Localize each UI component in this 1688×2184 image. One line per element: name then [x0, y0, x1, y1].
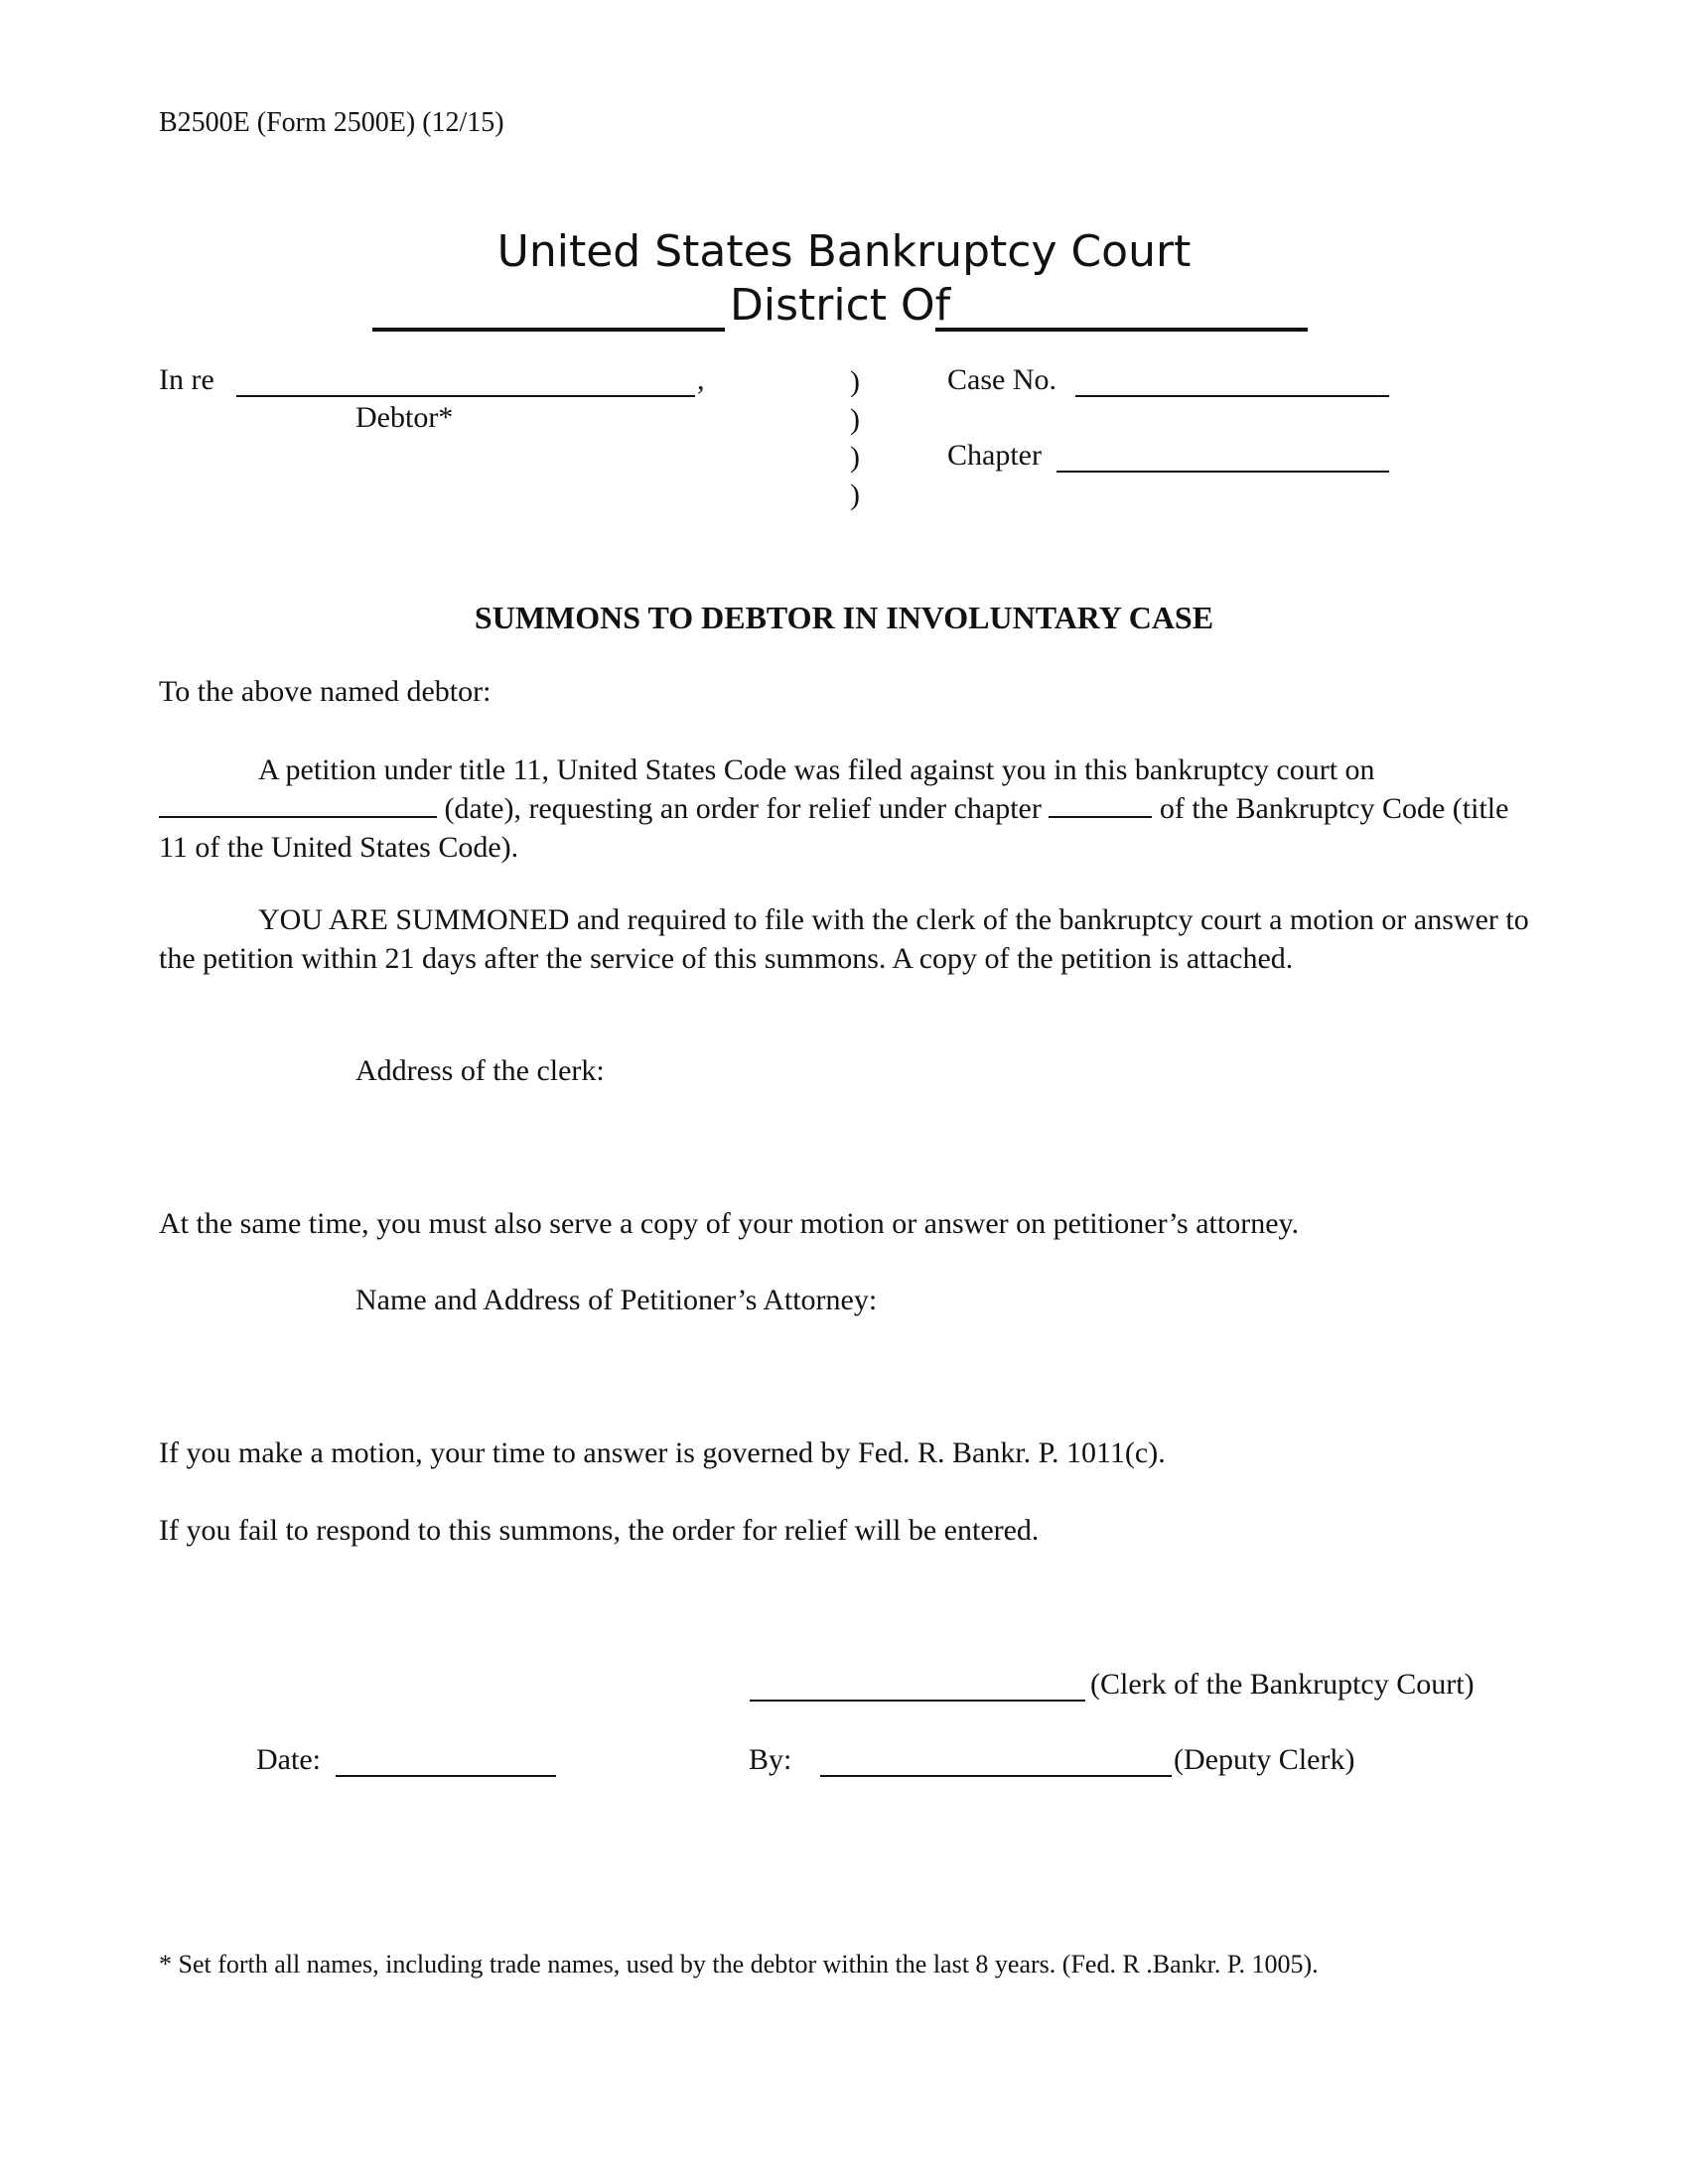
petition-chapter-blank[interactable]	[1049, 790, 1152, 818]
address-of-clerk-label: Address of the clerk:	[355, 1054, 605, 1087]
clerk-of-court-label: (Clerk of the Bankruptcy Court)	[1090, 1668, 1475, 1701]
district-name-blank-left[interactable]	[372, 328, 725, 332]
salutation: To the above named debtor:	[159, 675, 492, 708]
by-label: By:	[749, 1743, 792, 1776]
petition-tail-text: of the Bankruptcy Code (title 11 of the United States Code).	[159, 792, 1509, 864]
date-blank[interactable]	[336, 1775, 556, 1777]
caption-paren: )	[850, 365, 860, 398]
district-name-blank-right[interactable]	[935, 328, 1308, 332]
deputy-clerk-label: (Deputy Clerk)	[1174, 1743, 1355, 1776]
district-row	[0, 280, 1688, 340]
debtor-label: Debtor*	[355, 401, 454, 434]
chapter-blank[interactable]	[1056, 471, 1389, 473]
case-no-label: Case No.	[947, 363, 1056, 396]
caption-comma: ,	[697, 363, 705, 396]
caption-paren: )	[850, 478, 860, 511]
footnote: * Set forth all names, including trade names, used by the debtor within the last 8 years. (Fed. R .Bankr. P. 1005).	[159, 1950, 1319, 1979]
date-label: Date:	[256, 1743, 321, 1776]
fail-to-respond-line: If you fail to respond to this summons, the order for relief will be entered.	[159, 1514, 1040, 1547]
in-re-label: In re	[159, 363, 214, 396]
petition-date-text: (date), requesting an order for relief under chapter	[444, 792, 1042, 825]
motion-line: If you make a motion, your time to answer is governed by Fed. R. Bankr. P. 1011(c).	[159, 1436, 1166, 1469]
petition-paragraph	[159, 751, 1529, 867]
document-heading: SUMMONS TO DEBTOR IN INVOLUNTARY CASE	[474, 600, 1214, 635]
case-no-blank[interactable]	[1075, 395, 1389, 397]
summoned-text: YOU ARE SUMMONED and required to file with the clerk of the bankruptcy court a motion or answer to the petition within 21 days after the service of this summons. A copy of the petition is attached.	[159, 903, 1529, 975]
caption-paren: )	[850, 403, 860, 436]
caption-paren: )	[850, 441, 860, 474]
district-label: District Of	[730, 280, 951, 331]
petitioner-attorney-label: Name and Address of Petitioner’s Attorney:	[355, 1284, 878, 1316]
summoned-paragraph	[159, 900, 1529, 978]
serve-attorney-line: At the same time, you must also serve a copy of your motion or answer on petitioner’s attorney.	[159, 1207, 1300, 1240]
debtor-name-blank[interactable]	[236, 395, 695, 397]
form-identifier: B2500E (Form 2500E) (12/15)	[159, 107, 504, 138]
clerk-signature-blank[interactable]	[750, 1700, 1085, 1702]
petition-lead-text: A petition under title 11, United States Code was filed against you in this bankruptcy court on	[258, 753, 1375, 786]
deputy-clerk-signature-blank[interactable]	[820, 1775, 1172, 1777]
chapter-label: Chapter	[947, 439, 1042, 472]
petition-date-blank[interactable]	[159, 790, 437, 818]
court-title: United States Bankruptcy Court	[496, 226, 1192, 277]
